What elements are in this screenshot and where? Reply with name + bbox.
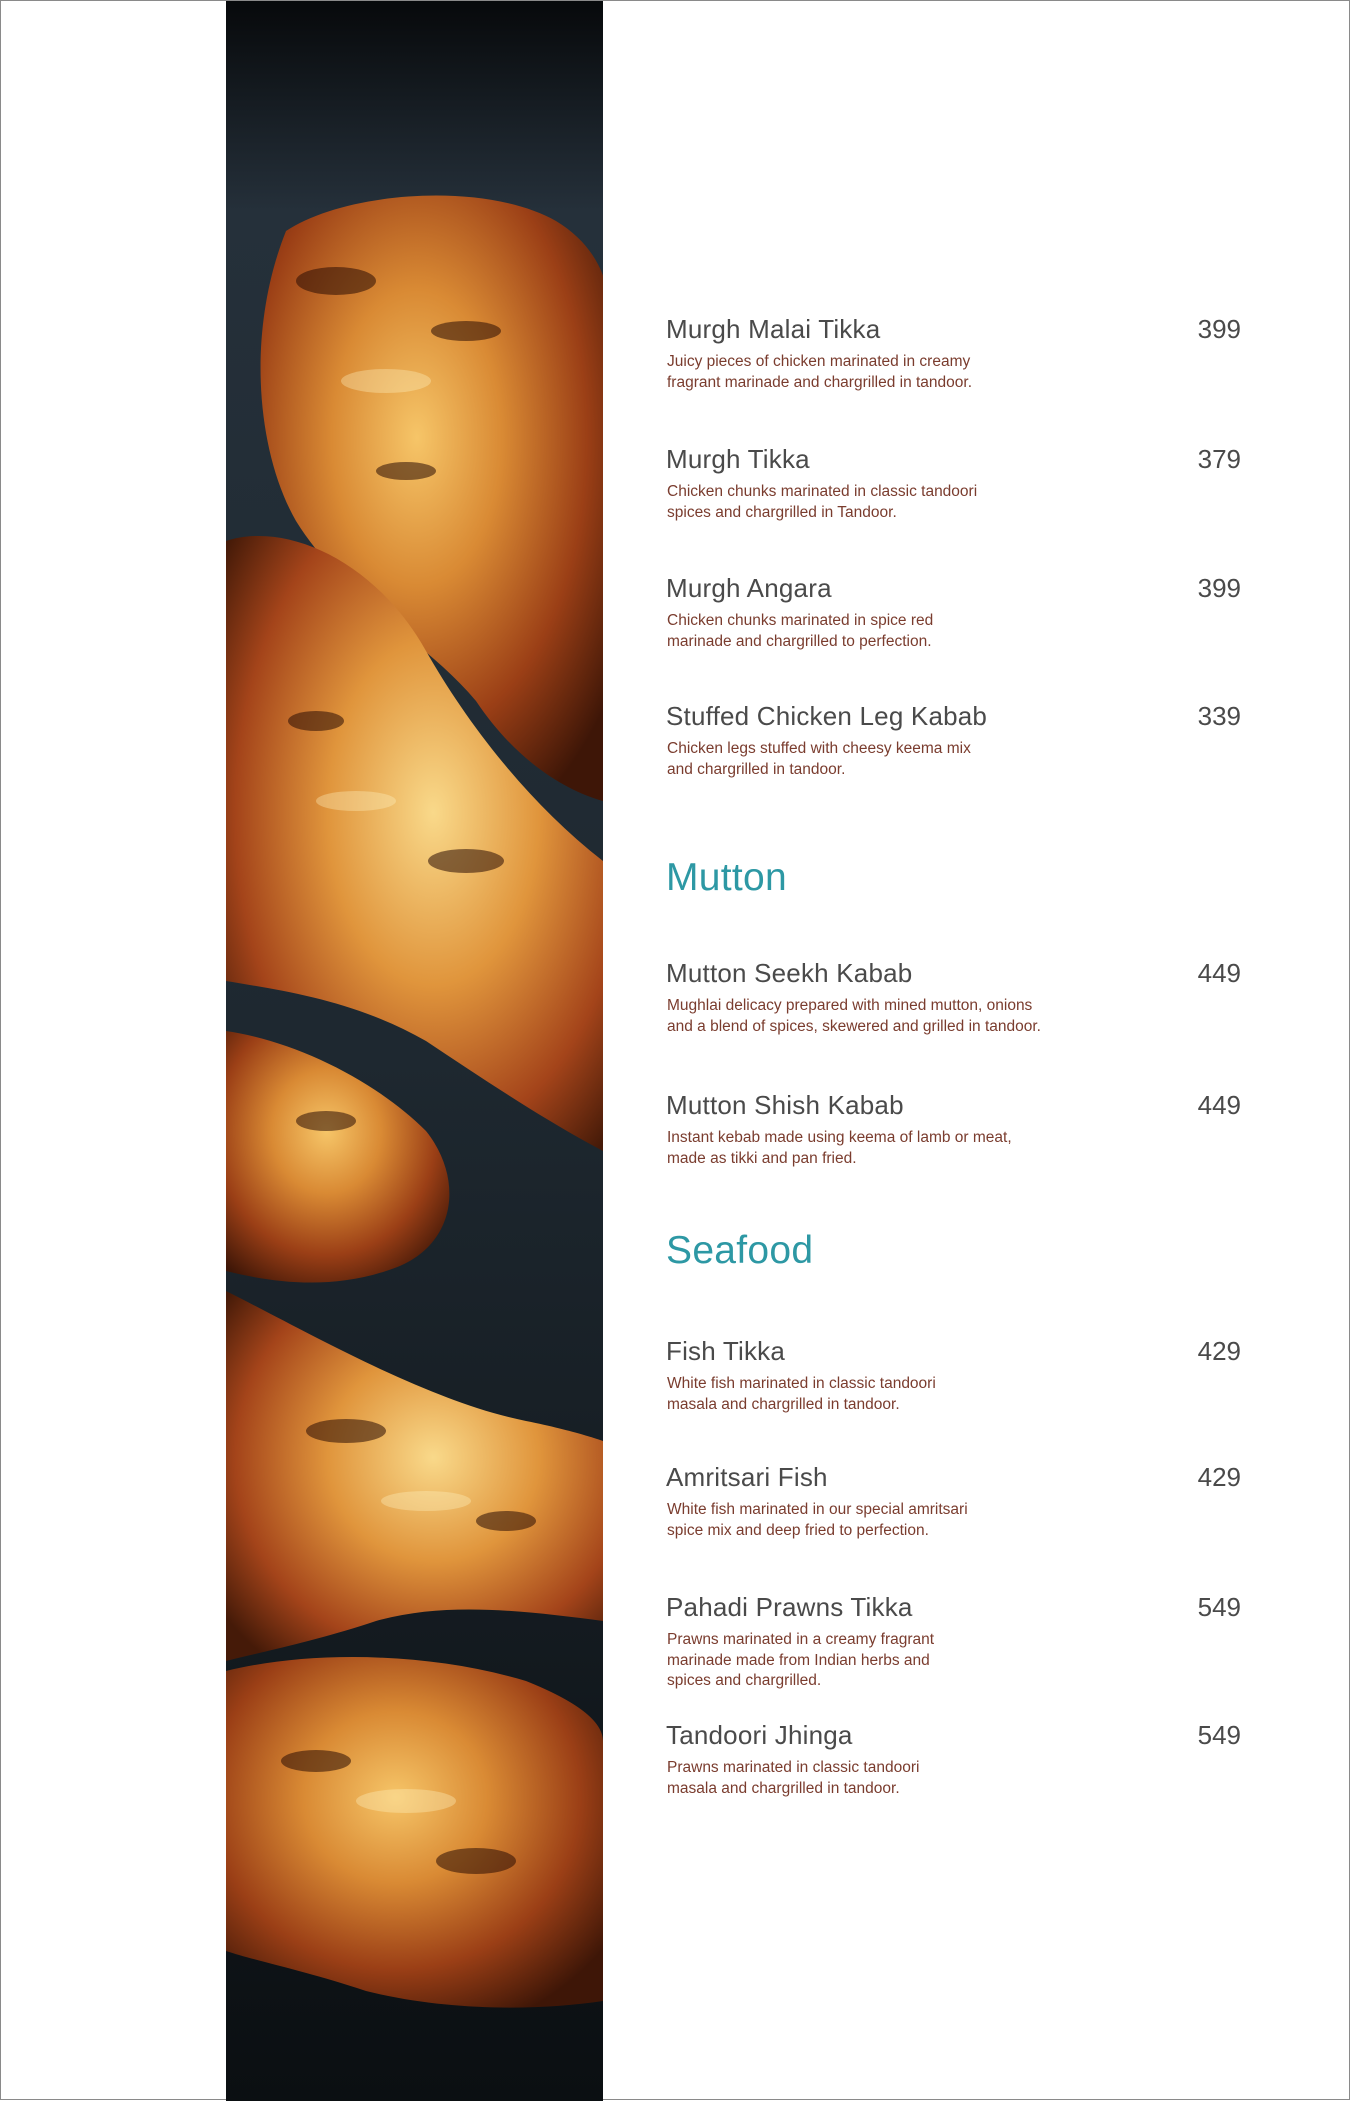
section-title-seafood: Seafood: [666, 1229, 814, 1272]
item-description: Juicy pieces of chicken marinated in creamy fragrant marinade and chargrilled in tandoor.: [667, 353, 973, 391]
item-name: Amritsari Fish: [666, 1462, 828, 1492]
item-price: 399: [1197, 573, 1241, 603]
item-price: 449: [1197, 1090, 1241, 1120]
item-description: Prawns marinated in a creamy fragrant marinade made from Indian herbs and spices and chargrilled.: [667, 1631, 935, 1689]
item-description: Chicken chunks marinated in spice red marinade and chargrilled to perfection.: [667, 612, 934, 650]
item-name: Fish Tikka: [666, 1336, 786, 1366]
item-name: Murgh Malai Tikka: [666, 314, 881, 344]
item-name: Mutton Shish Kabab: [666, 1090, 904, 1120]
item-description: Instant kebab made using keema of lamb or meat, made as tikki and pan fried.: [667, 1129, 1012, 1167]
item-price: 379: [1197, 444, 1241, 474]
section-title-mutton: Mutton: [666, 856, 788, 899]
item-price: 549: [1197, 1720, 1241, 1750]
item-description: Prawns marinated in classic tandoori masala and chargrilled in tandoor.: [667, 1759, 920, 1797]
item-name: Tandoori Jhinga: [666, 1720, 853, 1750]
item-price: 429: [1197, 1336, 1241, 1366]
item-description: White fish marinated in our special amritsari spice mix and deep fried to perfection.: [667, 1501, 968, 1539]
item-description: White fish marinated in classic tandoori masala and chargrilled in tandoor.: [667, 1375, 936, 1413]
item-name: Mutton Seekh Kabab: [666, 958, 913, 988]
item-name: Stuffed Chicken Leg Kabab: [666, 701, 988, 731]
item-description: Chicken legs stuffed with cheesy keema mix and chargrilled in tandoor.: [667, 740, 971, 778]
food-photo: [226, 1, 603, 2101]
item-description: Mughlai delicacy prepared with mined mutton, onions and a blend of spices, skewered and grilled in tandoor.: [667, 997, 1041, 1035]
item-price: 339: [1197, 701, 1241, 731]
item-price: 549: [1197, 1592, 1241, 1622]
item-price: 399: [1197, 314, 1241, 344]
item-name: Murgh Angara: [666, 573, 832, 603]
item-description: Chicken chunks marinated in classic tandoori spices and chargrilled in Tandoor.: [667, 483, 978, 521]
item-name: Pahadi Prawns Tikka: [666, 1592, 913, 1622]
item-price: 449: [1197, 958, 1241, 988]
item-name: Murgh Tikka: [666, 444, 810, 474]
item-price: 429: [1197, 1462, 1241, 1492]
